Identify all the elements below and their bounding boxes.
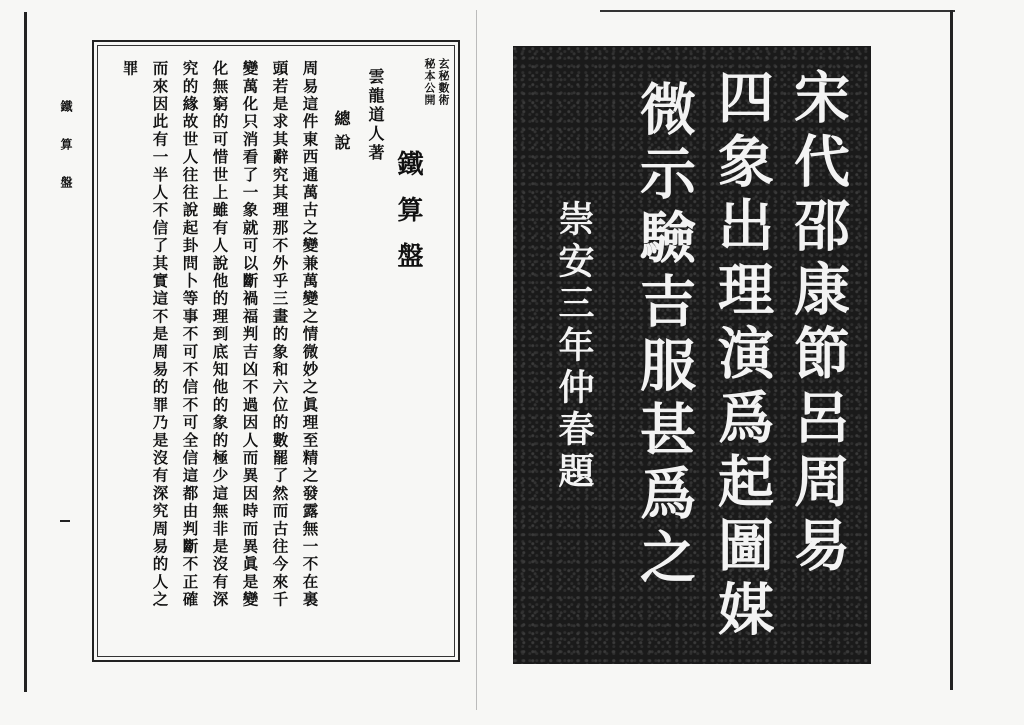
inscription-column-2: 四象出理演爲起圖媒 <box>709 68 775 644</box>
inscription-column-4: 崇安三年仲春題 <box>553 200 595 494</box>
body-column-5: 究的緣故世人往往說起卦問卜等事不可不信不可全信這都由判斷不正確 <box>180 60 200 609</box>
margin-title: 鐵算盤 <box>59 100 73 214</box>
body-column-6: 而來因此有一半人不信了其實這不是周易的罪乃是沒有深究周易的人之 <box>150 60 170 609</box>
inscription-column-1: 宋代邵康節呂周易 <box>785 68 851 580</box>
body-column-4: 化無窮的可惜世上雖有人說他的理到底知他的象的極少這無非是沒有深 <box>210 60 230 609</box>
series-label-2: 秘本公開 <box>423 58 436 106</box>
book-spine <box>476 10 477 710</box>
body-column-3: 變萬化只消看了一象就可以斷禍福判吉凶不過因人而異因時而異眞是變 <box>240 60 260 609</box>
body-column-7: 罪 <box>120 60 140 78</box>
left-border-rule <box>24 12 27 692</box>
author-line: 雲龍道人著 <box>366 68 385 163</box>
top-border-rule <box>600 10 955 12</box>
page-number-mark <box>60 520 70 522</box>
section-heading: 總說 <box>332 110 351 158</box>
body-column-2: 頭若是求其辭究其理那不外乎三畫的象和六位的數罷了然而古往今來千 <box>270 60 290 609</box>
body-column-1: 周易這件東西通萬古之變兼萬變之情微妙之眞理至精之發露無一不在裏 <box>300 60 320 609</box>
series-label-1: 玄秘數術 <box>437 58 450 106</box>
book-title: 鐵算盤 <box>393 150 423 288</box>
inscription-column-3: 微示驗吉服甚爲之 <box>631 80 697 592</box>
right-border-rule <box>950 10 953 690</box>
